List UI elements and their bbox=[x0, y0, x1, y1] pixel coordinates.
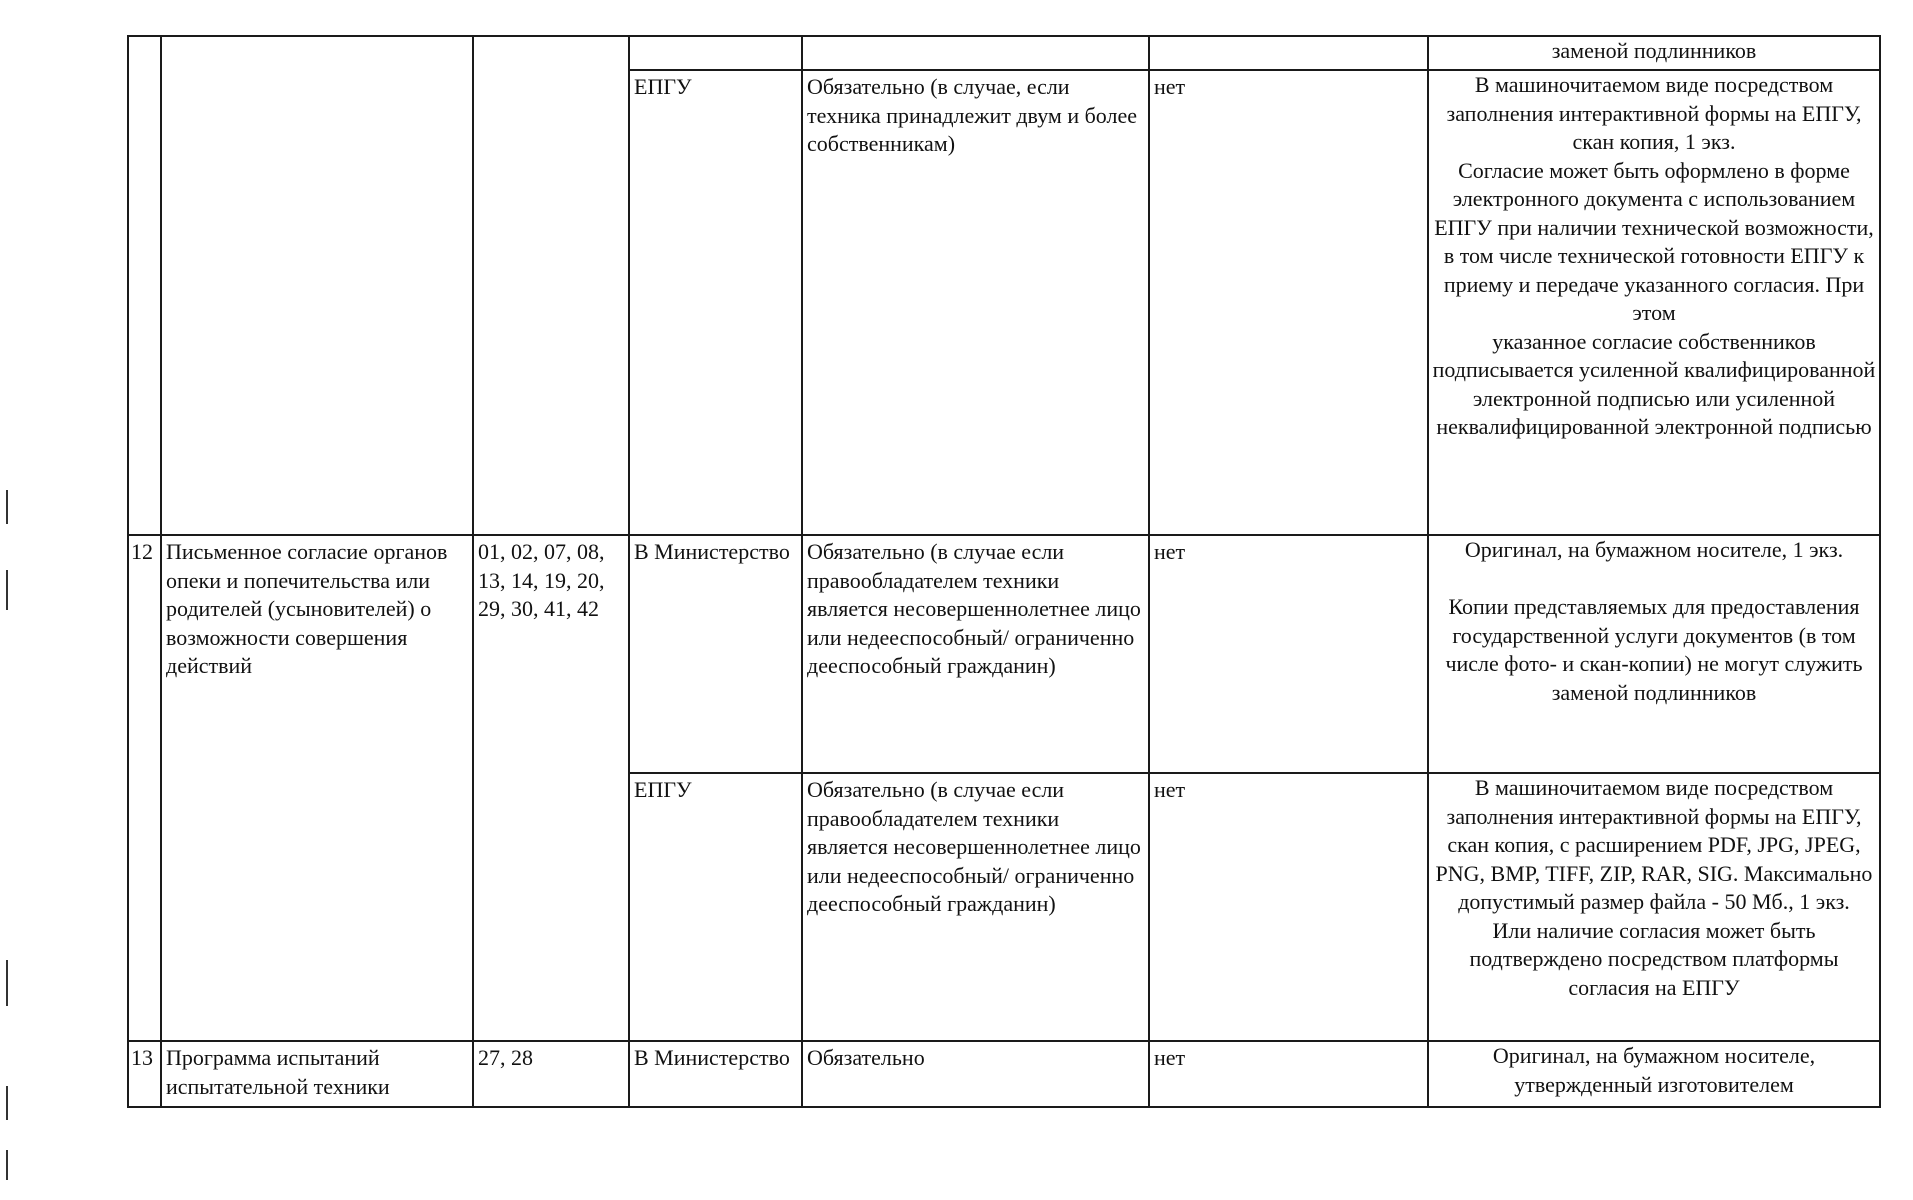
scan-edge-mark bbox=[6, 570, 8, 610]
channel-cell: ЕПГУ bbox=[629, 773, 802, 1041]
form-cell: В машиночитаемом виде посредством заполнения интерактивной формы на ЕПГУ, скан копия, 1 экз. Согласие может быть оформлено в форме электронного документа с использованием ЕПГУ при наличии технической возможности, в том числе технической готовности ЕПГУ к приему и передаче указанного согласия. При этом указанное согласие собственников подписывается усиленной квалифицированной электронной подписью или усиленной неквалифицированной электронной подписью bbox=[1428, 70, 1880, 535]
flag-cell: нет bbox=[1149, 535, 1428, 773]
requirement-cell: Обязательно (в случае если правообладателем техники является несовершеннолетнее лицо или недееспособный/ ограниченно дееспособный гражданин) bbox=[802, 535, 1149, 773]
form-cell: Оригинал, на бумажном носителе, утвержденный изготовителем bbox=[1428, 1041, 1880, 1107]
requirement-cell: Обязательно (в случае, если техника принадлежит двум и более собственникам) bbox=[802, 70, 1149, 535]
form-cell: В машиночитаемом виде посредством заполнения интерактивной формы на ЕПГУ, скан копия, с расширением PDF, JPG, JPEG, PNG, BMP, TIFF, ZIP, RAR, SIG. Максимально допустимый размер файла - 50 Мб., 1 экз. Или наличие согласия может быть подтверждено посредством платформы согласия на ЕПГУ bbox=[1428, 773, 1880, 1041]
channel-cell: ЕПГУ bbox=[629, 70, 802, 535]
flag-cell: нет bbox=[1149, 1041, 1428, 1107]
document-name-cell: Программа испытаний испытательной техники bbox=[161, 1041, 473, 1107]
scan-edge-mark bbox=[6, 1086, 8, 1120]
flag-cell: нет bbox=[1149, 70, 1428, 535]
form-cell: Оригинал, на бумажном носителе, 1 экз. Копии представляемых для предоставления государственной услуги документов (в том числе фото- и скан-копии) не могут служить заменой подлинников bbox=[1428, 535, 1880, 773]
codes-cell: 01, 02, 07, 08, 13, 14, 19, 20, 29, 30, 41, 42 bbox=[473, 535, 629, 1041]
table-row bbox=[128, 1041, 1880, 1107]
row-number-cell: 12 bbox=[128, 535, 161, 1041]
requirement-cell bbox=[802, 36, 1149, 70]
channel-cell bbox=[629, 36, 802, 70]
requirement-cell: Обязательно (в случае если правообладателем техники является несовершеннолетнее лицо или недееспособный/ ограниченно дееспособный гражданин) bbox=[802, 773, 1149, 1041]
channel-cell: В Министерство bbox=[629, 1041, 802, 1107]
codes-cell: 27, 28 bbox=[473, 1041, 629, 1107]
document-name-cell bbox=[161, 36, 473, 535]
table-row bbox=[128, 535, 1880, 773]
table-row-continuation bbox=[128, 36, 1880, 70]
form-cell: заменой подлинников bbox=[1428, 36, 1880, 70]
codes-cell bbox=[473, 36, 629, 535]
scan-edge-mark bbox=[6, 960, 8, 1006]
row-number-cell: 13 bbox=[128, 1041, 161, 1107]
row-number-cell bbox=[128, 36, 161, 535]
scan-edge-mark bbox=[6, 490, 8, 524]
document-name-cell: Письменное согласие органов опеки и попечительства или родителей (усыновителей) о возможности совершения действий bbox=[161, 535, 473, 1041]
channel-cell: В Министерство bbox=[629, 535, 802, 773]
flag-cell bbox=[1149, 36, 1428, 70]
document-table bbox=[127, 35, 1881, 1108]
scan-edge-mark bbox=[6, 1150, 8, 1180]
flag-cell: нет bbox=[1149, 773, 1428, 1041]
requirement-cell: Обязательно bbox=[802, 1041, 1149, 1107]
